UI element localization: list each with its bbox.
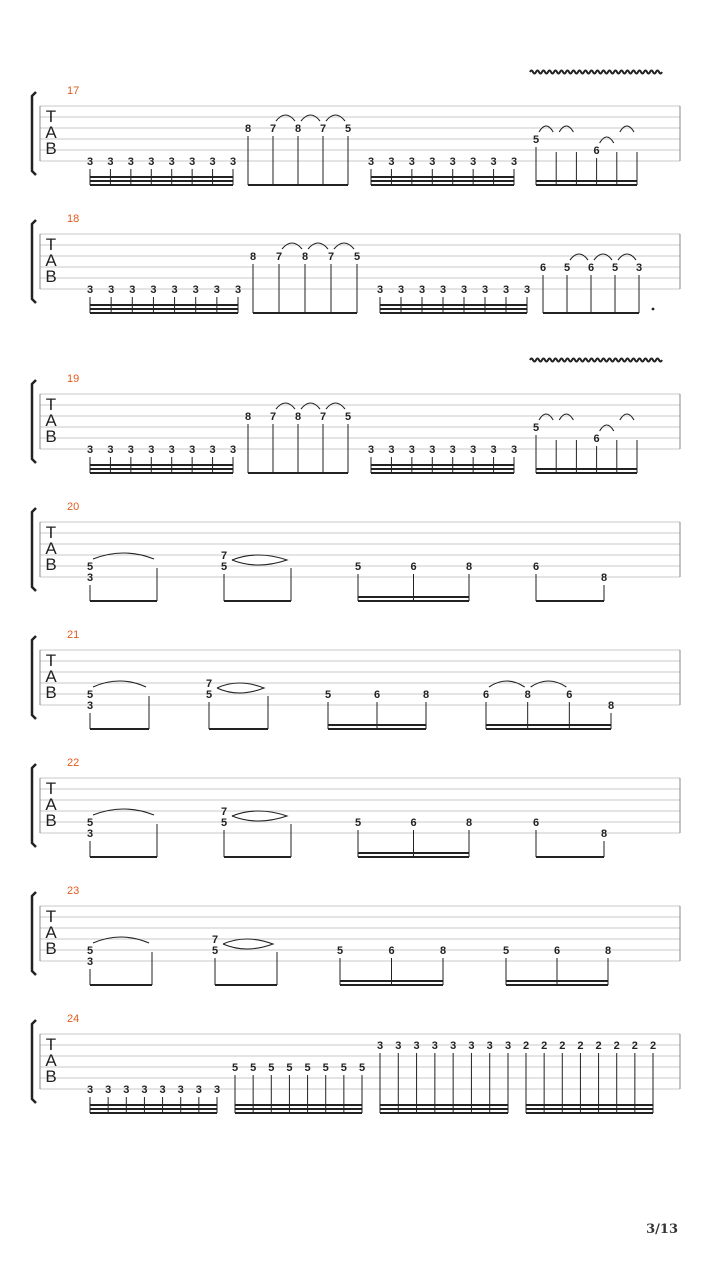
fret-number: 8 bbox=[294, 411, 302, 423]
tie-arc bbox=[600, 137, 614, 143]
fret-number: 3 bbox=[510, 156, 518, 168]
fret-number: 3 bbox=[150, 284, 157, 296]
measure-number: 20 bbox=[67, 501, 80, 513]
fret-number: 2 bbox=[541, 1040, 548, 1052]
fret-number: 6 bbox=[482, 689, 490, 701]
measure-number: 21 bbox=[67, 629, 80, 641]
tie-arc bbox=[326, 115, 345, 121]
system-bracket bbox=[32, 1020, 36, 1103]
tab-system bbox=[32, 71, 680, 186]
fret-number: 3 bbox=[189, 156, 196, 168]
fret-number: 6 bbox=[373, 689, 381, 701]
fret-number: 5 bbox=[86, 945, 94, 957]
fret-number: 2 bbox=[595, 1040, 602, 1052]
fret-number: 3 bbox=[431, 1040, 438, 1052]
fret-number: 3 bbox=[481, 284, 489, 296]
tab-clef-letter: B bbox=[45, 555, 57, 574]
fret-number: 7 bbox=[220, 550, 228, 562]
fret-number: 3 bbox=[490, 156, 497, 168]
fret-number: 8 bbox=[249, 251, 257, 263]
fret-number: 6 bbox=[553, 945, 561, 957]
tie-arc bbox=[539, 126, 553, 132]
fret-number: 3 bbox=[449, 156, 456, 168]
fret-number: 8 bbox=[600, 572, 608, 584]
fret-number: 5 bbox=[304, 1062, 311, 1074]
fret-number: 8 bbox=[244, 411, 252, 423]
system-bracket bbox=[32, 764, 36, 847]
tie-arc bbox=[223, 939, 273, 949]
tab-clef-letter: T bbox=[45, 1035, 57, 1054]
tab-clef-letter: A bbox=[45, 923, 57, 942]
fret-number: 8 bbox=[607, 700, 615, 712]
fret-number: 3 bbox=[86, 156, 94, 168]
tie-arc bbox=[93, 809, 154, 815]
tie-arc bbox=[232, 555, 287, 565]
fret-number: 8 bbox=[244, 123, 252, 135]
tab-clef-letter: B bbox=[45, 427, 57, 446]
tie-arc bbox=[531, 681, 567, 687]
fret-number: 3 bbox=[470, 156, 477, 168]
tie-arc bbox=[326, 403, 345, 409]
fret-number: 3 bbox=[127, 156, 134, 168]
fret-number: 3 bbox=[177, 1084, 184, 1096]
fret-number: 3 bbox=[195, 1084, 202, 1096]
tab-clef-letter: T bbox=[45, 235, 57, 254]
fret-number: 5 bbox=[354, 561, 362, 573]
fret-number: 5 bbox=[532, 134, 540, 146]
fret-number: 8 bbox=[465, 817, 473, 829]
fret-number: 3 bbox=[376, 284, 384, 296]
fret-number: 3 bbox=[460, 284, 468, 296]
system-bracket bbox=[32, 636, 36, 719]
fret-number: 8 bbox=[439, 945, 447, 957]
fret-number: 8 bbox=[294, 123, 302, 135]
fret-number: 5 bbox=[340, 1062, 347, 1074]
fret-number: 3 bbox=[388, 156, 395, 168]
fret-number: 5 bbox=[322, 1062, 329, 1074]
measure-number: 23 bbox=[67, 885, 80, 897]
tab-clef-letter: B bbox=[45, 139, 57, 158]
tie-arc bbox=[308, 243, 328, 249]
tab-clef-letter: A bbox=[45, 667, 57, 686]
fret-number: 3 bbox=[504, 1040, 512, 1052]
fret-number: 7 bbox=[205, 678, 213, 690]
tie-arc bbox=[276, 403, 295, 409]
tie-arc bbox=[620, 414, 634, 420]
tab-clef-letter: A bbox=[45, 539, 57, 558]
fret-number: 8 bbox=[465, 561, 473, 573]
fret-number: 3 bbox=[86, 828, 94, 840]
fret-number: 3 bbox=[367, 156, 375, 168]
fret-number: 3 bbox=[502, 284, 510, 296]
fret-number: 5 bbox=[220, 561, 228, 573]
fret-number: 2 bbox=[613, 1040, 620, 1052]
fret-number: 5 bbox=[344, 123, 352, 135]
tab-system bbox=[32, 885, 680, 985]
tab-system bbox=[32, 359, 680, 474]
fret-number: 3 bbox=[229, 444, 237, 456]
fret-number: 8 bbox=[422, 689, 430, 701]
fret-number: 5 bbox=[86, 817, 94, 829]
fret-number: 6 bbox=[410, 561, 417, 573]
tab-clef-letter: T bbox=[45, 107, 57, 126]
system-bracket bbox=[32, 892, 36, 975]
system-bracket bbox=[32, 508, 36, 591]
fret-number: 3 bbox=[107, 156, 114, 168]
fret-number: 3 bbox=[376, 1040, 384, 1052]
fret-number: 8 bbox=[604, 945, 612, 957]
fret-number: 3 bbox=[86, 572, 94, 584]
tab-system bbox=[32, 213, 680, 313]
fret-number: 5 bbox=[231, 1062, 239, 1074]
tab-clef-letter: B bbox=[45, 683, 57, 702]
fret-number: 2 bbox=[649, 1040, 657, 1052]
vibrato-line bbox=[530, 71, 662, 74]
tab-clef-letter: B bbox=[45, 939, 57, 958]
fret-number: 5 bbox=[286, 1062, 293, 1074]
tab-system bbox=[32, 629, 680, 729]
fret-number: 5 bbox=[358, 1062, 366, 1074]
fret-number: 3 bbox=[408, 444, 415, 456]
fret-number: 7 bbox=[220, 806, 228, 818]
fret-number: 3 bbox=[229, 156, 237, 168]
fret-number: 3 bbox=[490, 444, 497, 456]
fret-number: 6 bbox=[532, 817, 540, 829]
measure-number: 22 bbox=[67, 757, 80, 769]
fret-number: 6 bbox=[593, 433, 600, 445]
tab-clef-letter: B bbox=[45, 811, 57, 830]
fret-number: 7 bbox=[269, 123, 277, 135]
fret-number: 5 bbox=[324, 689, 332, 701]
tab-clef-letter: A bbox=[45, 123, 57, 142]
tab-clef-letter: A bbox=[45, 1051, 57, 1070]
tie-arc bbox=[600, 425, 614, 431]
tab-clef-letter: T bbox=[45, 523, 57, 542]
fret-number: 3 bbox=[105, 1084, 112, 1096]
fret-number: 3 bbox=[86, 956, 94, 968]
fret-number: 3 bbox=[86, 284, 94, 296]
fret-number: 7 bbox=[269, 411, 277, 423]
tab-clef-letter: A bbox=[45, 411, 57, 430]
fret-number: 5 bbox=[205, 689, 213, 701]
fret-number: 3 bbox=[439, 284, 447, 296]
tie-arc bbox=[93, 937, 149, 943]
tab-clef-letter: B bbox=[45, 267, 57, 286]
fret-number: 3 bbox=[429, 156, 436, 168]
fret-number: 3 bbox=[209, 156, 216, 168]
vibrato-line bbox=[530, 359, 662, 362]
measure-number: 17 bbox=[67, 85, 80, 97]
fret-number: 3 bbox=[450, 1040, 457, 1052]
tab-system bbox=[32, 501, 680, 601]
tie-arc bbox=[232, 811, 287, 821]
rhythm-dot bbox=[652, 308, 655, 311]
fret-number: 6 bbox=[532, 561, 540, 573]
tie-arc bbox=[301, 403, 320, 409]
tie-arc bbox=[217, 683, 264, 693]
fret-number: 5 bbox=[268, 1062, 275, 1074]
fret-number: 5 bbox=[502, 945, 510, 957]
fret-number: 8 bbox=[524, 689, 531, 701]
fret-number: 5 bbox=[336, 945, 344, 957]
fret-number: 5 bbox=[250, 1062, 257, 1074]
fret-number: 3 bbox=[510, 444, 518, 456]
fret-number: 3 bbox=[209, 444, 216, 456]
tie-arc bbox=[334, 243, 354, 249]
measure-number: 24 bbox=[67, 1013, 80, 1025]
tie-arc bbox=[594, 254, 612, 260]
fret-number: 3 bbox=[123, 1084, 130, 1096]
fret-number: 2 bbox=[577, 1040, 584, 1052]
tab-system bbox=[32, 1013, 680, 1113]
fret-number: 7 bbox=[319, 123, 327, 135]
fret-number: 2 bbox=[559, 1040, 566, 1052]
fret-number: 3 bbox=[171, 284, 178, 296]
fret-number: 6 bbox=[587, 262, 595, 274]
tab-clef-letter: T bbox=[45, 907, 57, 926]
fret-number: 6 bbox=[410, 817, 417, 829]
tie-arc bbox=[301, 115, 320, 121]
tie-arc bbox=[539, 414, 553, 420]
fret-number: 3 bbox=[86, 444, 94, 456]
fret-number: 5 bbox=[532, 422, 540, 434]
fret-number: 3 bbox=[413, 1040, 420, 1052]
fret-number: 3 bbox=[388, 444, 395, 456]
fret-number: 8 bbox=[600, 828, 608, 840]
measure-number: 19 bbox=[67, 373, 80, 385]
tab-clef-letter: T bbox=[45, 779, 57, 798]
fret-number: 5 bbox=[353, 251, 361, 263]
fret-number: 6 bbox=[388, 945, 395, 957]
fret-number: 7 bbox=[319, 411, 327, 423]
fret-number: 5 bbox=[563, 262, 571, 274]
fret-number: 3 bbox=[168, 444, 175, 456]
system-bracket bbox=[32, 92, 36, 175]
fret-number: 3 bbox=[86, 1084, 94, 1096]
tie-arc bbox=[489, 681, 525, 687]
fret-number: 3 bbox=[468, 1040, 475, 1052]
fret-number: 6 bbox=[593, 145, 600, 157]
fret-number: 3 bbox=[168, 156, 175, 168]
page-number: 3/13 bbox=[646, 1222, 678, 1237]
fret-number: 5 bbox=[220, 817, 228, 829]
tab-clef-letter: A bbox=[45, 251, 57, 270]
system-bracket bbox=[32, 220, 36, 303]
tab-clef-letter: T bbox=[45, 651, 57, 670]
fret-number: 3 bbox=[127, 444, 134, 456]
fret-number: 5 bbox=[86, 561, 94, 573]
fret-number: 3 bbox=[213, 284, 220, 296]
fret-number: 3 bbox=[129, 284, 136, 296]
fret-number: 5 bbox=[86, 689, 94, 701]
tie-arc bbox=[618, 254, 636, 260]
fret-number: 3 bbox=[429, 444, 436, 456]
fret-number: 3 bbox=[189, 444, 196, 456]
tab-system bbox=[32, 757, 680, 857]
fret-number: 6 bbox=[566, 689, 573, 701]
fret-number: 3 bbox=[213, 1084, 221, 1096]
fret-number: 3 bbox=[449, 444, 456, 456]
fret-number: 3 bbox=[192, 284, 199, 296]
fret-number: 3 bbox=[108, 284, 115, 296]
fret-number: 8 bbox=[301, 251, 309, 263]
fret-number: 5 bbox=[611, 262, 619, 274]
fret-number: 3 bbox=[159, 1084, 166, 1096]
fret-number: 3 bbox=[107, 444, 114, 456]
fret-number: 7 bbox=[211, 934, 219, 946]
fret-number: 3 bbox=[395, 1040, 402, 1052]
fret-number: 3 bbox=[86, 700, 94, 712]
fret-number: 3 bbox=[418, 284, 426, 296]
fret-number: 3 bbox=[234, 284, 242, 296]
tie-arc bbox=[282, 243, 302, 249]
system-bracket bbox=[32, 380, 36, 463]
fret-number: 3 bbox=[367, 444, 375, 456]
fret-number: 5 bbox=[211, 945, 219, 957]
tie-arc bbox=[620, 126, 634, 132]
tie-arc bbox=[93, 553, 154, 559]
fret-number: 3 bbox=[397, 284, 405, 296]
fret-number: 3 bbox=[523, 284, 531, 296]
tie-arc bbox=[570, 254, 588, 260]
fret-number: 2 bbox=[522, 1040, 530, 1052]
fret-number: 6 bbox=[539, 262, 547, 274]
fret-number: 7 bbox=[327, 251, 335, 263]
tab-clef-letter: A bbox=[45, 795, 57, 814]
tie-arc bbox=[559, 414, 573, 420]
fret-number: 3 bbox=[486, 1040, 493, 1052]
tie-arc bbox=[93, 681, 146, 687]
fret-number: 3 bbox=[141, 1084, 148, 1096]
fret-number: 3 bbox=[408, 156, 415, 168]
fret-number: 2 bbox=[631, 1040, 638, 1052]
fret-number: 3 bbox=[148, 156, 155, 168]
fret-number: 5 bbox=[344, 411, 352, 423]
measure-number: 18 bbox=[67, 213, 80, 225]
tab-clef-letter: T bbox=[45, 395, 57, 414]
tab-clef-letter: B bbox=[45, 1067, 57, 1086]
tie-arc bbox=[559, 126, 573, 132]
fret-number: 5 bbox=[354, 817, 362, 829]
tie-arc bbox=[276, 115, 295, 121]
fret-number: 3 bbox=[470, 444, 477, 456]
fret-number: 3 bbox=[635, 262, 643, 274]
fret-number: 7 bbox=[275, 251, 283, 263]
fret-number: 3 bbox=[148, 444, 155, 456]
